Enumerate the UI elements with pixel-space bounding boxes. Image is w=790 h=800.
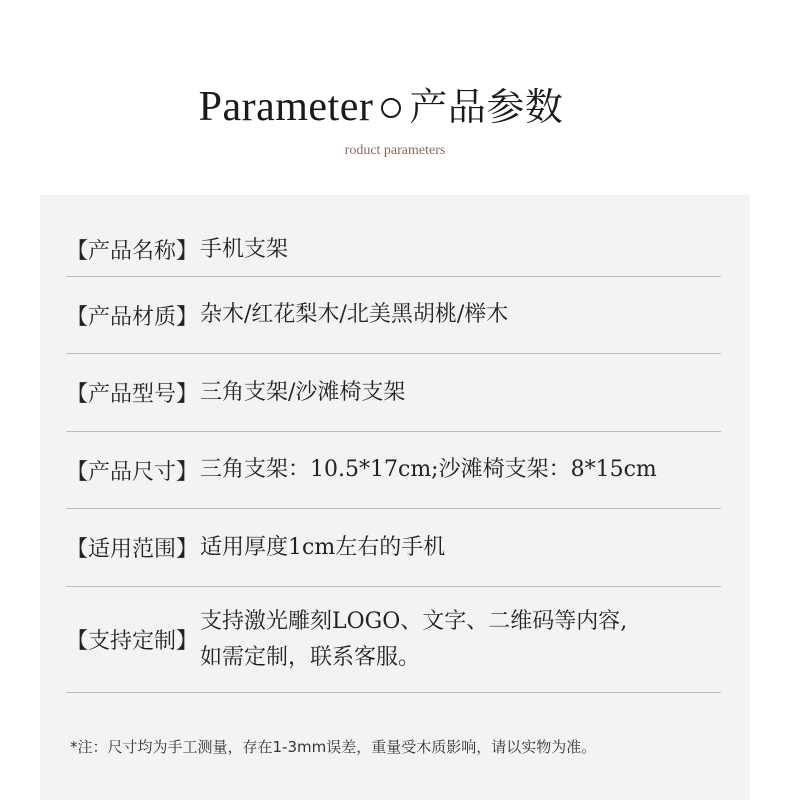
param-value-line: 如需定制，联系客服。 [200,644,421,670]
param-label: 【产品尺寸】 [66,459,199,485]
param-row-size [66,432,721,509]
circle-icon [381,98,401,118]
param-value: 手机支架 [200,236,289,262]
param-row-model [66,354,721,432]
param-value-line: 支持激光雕刻LOGO、文字、二维码等内容, [200,608,628,634]
param-row-custom [66,587,721,693]
param-value [200,604,627,676]
param-value: 适用厚度1cm左右的手机 [200,534,446,560]
page-subtitle: roduct parameters [344,143,446,158]
param-row-name [66,223,721,277]
param-label: 【产品型号】 [66,382,199,407]
param-label: 【支持定制】 [66,629,199,654]
parameter-panel [40,195,750,800]
param-value: 三角支架：10.5*17cm;沙滩椅支架：8*15cm [200,457,657,482]
param-row-scope [66,509,721,587]
param-label: 【适用范围】 [66,537,199,562]
title-en: Parameter [198,84,374,130]
param-value: 三角支架/沙滩椅支架 [200,379,406,405]
footnote: *注：尺寸均为手工测量，存在1-3mm误差，重量受木质影响，请以实物为准。 [70,738,597,756]
param-label: 【产品材质】 [66,304,199,330]
page-title [199,76,564,131]
title-cn: 产品参数 [409,85,564,129]
param-row-material [66,277,721,354]
page-title-wrap [0,76,790,131]
param-label: 【产品名称】 [66,239,199,264]
param-value: 杂木/红花梨木/北美黑胡桃/榉木 [200,302,509,327]
